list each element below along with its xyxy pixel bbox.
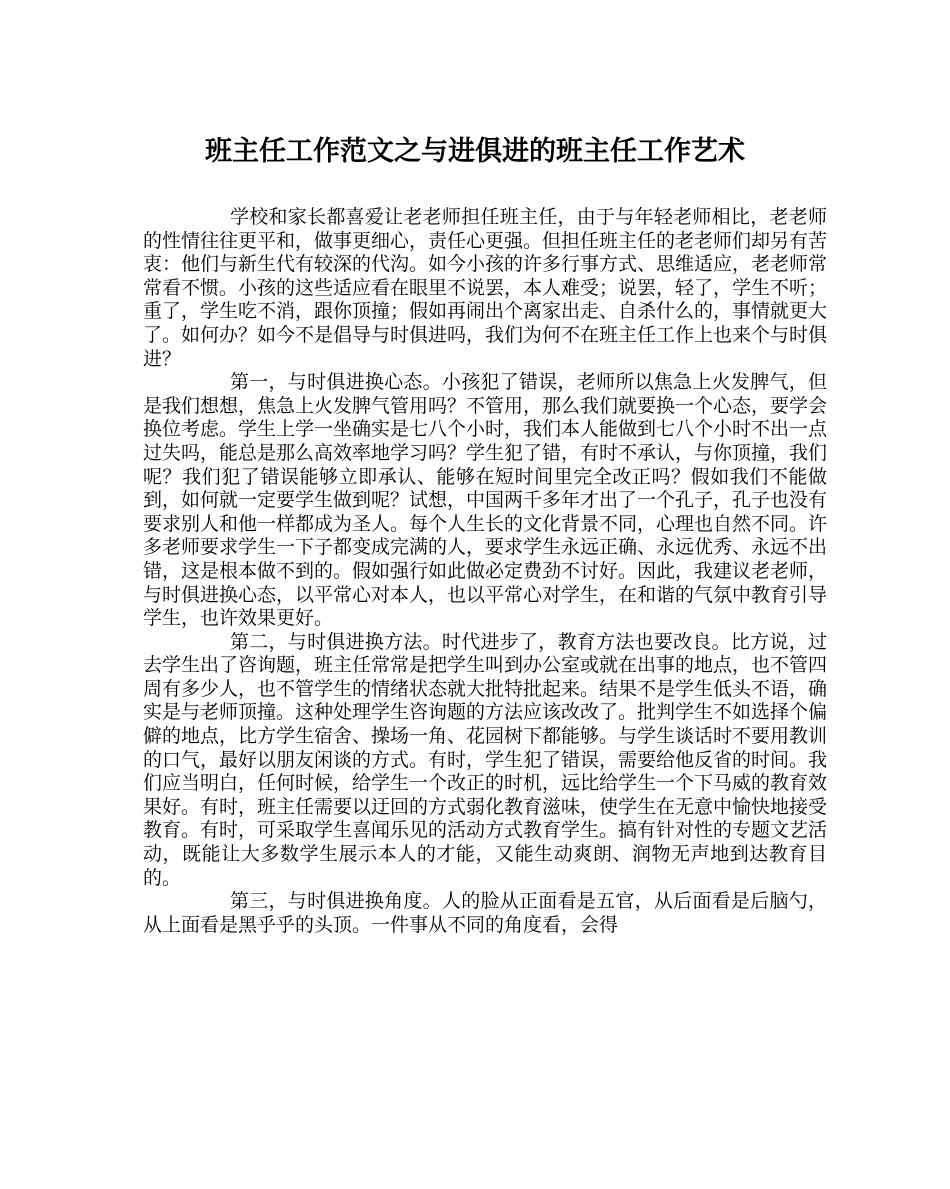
document-body: [143, 206, 827, 937]
paragraph-intro: 学校和家长都喜爱让老老师担任班主任，由于与年轻老师相比，老老师的性情往往更平和，做事更细心，责任心更强。但担任班主任的老老师们却另有苦衷：他们与新生代有较深的代沟。如今小孩的许多行事方式、思维适应，老老师常常看不惯。小孩的这些适应看在眼里不说罢，本人难受；说罢，轻了，学生不听；重了，学生吃不消，跟你顶撞；假如再闹出个离家出走、自杀什么的，事情就更大了。如何办？如今不是倡导与时俱进吗，我们为何不在班主任工作上也来个与时俱进？: [143, 206, 828, 370]
paragraph-second-method: 第二，与时俱进换方法。时代进步了，教育方法也要改良。比方说，过去学生出了咨询题，班主任常常是把学生叫到办公室或就在出事的地点，也不管四周有多少人，也不管学生的情绪状态就大批特批起来。结果不是学生低头不语，确实是与老师顶撞。这种处理学生咨询题的方法应该改改了。批判学生不如选择个偏僻的地点，比方学生宿舍、操场一角、花园树下都能够。与学生谈话时不要用教训的口气，最好以朋友闲谈的方式。有时，学生犯了错误，需要给他反省的时间。我们应当明白，任何时候，给学生一个改正的时机，远比给学生一个下马威的教育效果好。有时，班主任需要以迂回的方式弱化教育滋味，使学生在无意中愉快地接受教育。有时，可采取学生喜闻乐见的活动方式教育学生。搞有针对性的专题文艺活动，既能让大多数学生展示本人的才能，又能生动爽朗、润物无声地到达教育目的。: [143, 630, 828, 889]
paragraph-third-perspective: 第三，与时俱进换角度。人的脸从正面看是五官，从后面看是后脑勺，从上面看是黑乎乎的头顶。一件事从不同的角度看，会得: [143, 890, 827, 936]
document-title: 班主任工作范文之与进俱进的班主任工作艺术: [205, 136, 745, 167]
paragraph-first-mindset: 第一，与时俱进换心态。小孩犯了错误，老师所以焦急上火发脾气，但是我们想想，焦急上火发脾气管用吗？不管用，那么我们就要换一个心态，要学会换位考虑。学生上学一坐确实是七八个小时，我们本人能做到七八个小时不出一点过失吗，能总是那么高效率地学习吗？学生犯了错，有时不承认，与你顶撞，我们呢？我们犯了错误能够立即承认、能够在短时间里完全改正吗？假如我们不能做到，如何就一定要学生做到呢？试想，中国两千多年才出了一个孔子，孔子也没有要求别人和他一样都成为圣人。每个人生长的文化背景不同，心理也自然不同。许多老师要求学生一下子都变成完满的人，要求学生永远正确、永远优秀、永远不出错，这是根本做不到的。假如强行如此做必定费劲不讨好。因此，我建议老老师，与时俱进换心态，以平常心对本人，也以平常心对学生，在和谐的气氛中教育引导学生，也许效果更好。: [143, 371, 828, 630]
